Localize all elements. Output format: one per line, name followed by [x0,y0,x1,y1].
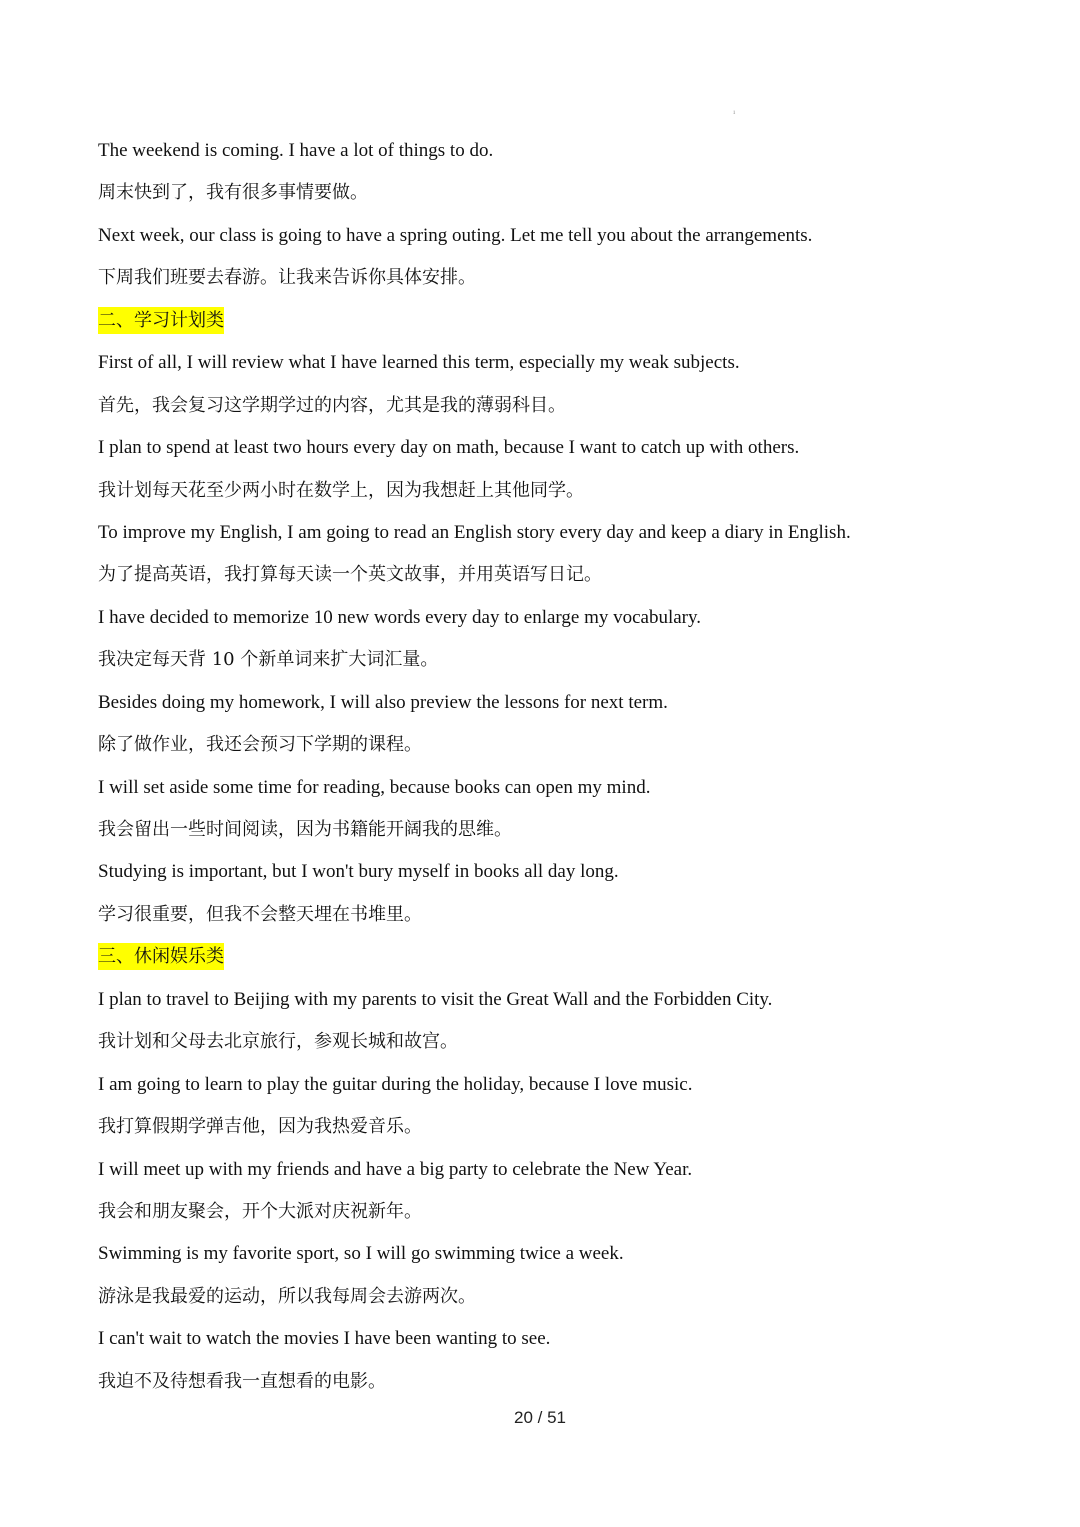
section-heading-leisure [98,936,998,978]
sentence-zh: 学习很重要，但我不会整天埋在书堆里。 [98,903,422,925]
sentence-zh: 除了做作业，我还会预习下学期的课程。 [98,734,422,756]
sentence-en: Swimming is my favorite sport, so I will go swimming twice a week. [98,1243,624,1265]
page-number: 20 / 51 [514,1408,566,1427]
sentence-en: I am going to learn to play the guitar during the holiday, because I love music. [98,1073,693,1095]
sentence-en: The weekend is coming. I have a lot of things to do. [98,140,494,161]
sentence-zh: 我打算假期学弹吉他，因为我热爱音乐。 [98,1116,422,1138]
sentence-zh: 我决定每天背 10 个新单词来扩大词汇量。 [98,649,439,671]
sentence-zh: 我迫不及待想看我一直想看的电影。 [98,1370,386,1392]
sentence-en: I have decided to memorize 10 new words every day to enlarge my vocabulary. [98,606,702,628]
sentence-zh: 我会留出一些时间阅读，因为书籍能开阔我的思维。 [98,819,512,840]
sentence-en: Next week, our class is going to have a spring outing. Let me tell you about the arrangements. [98,224,813,246]
sentence-en: I can't wait to watch the movies I have been wanting to see. [98,1328,551,1350]
sentence-en: I will set aside some time for reading, because books can open my mind. [98,776,651,798]
sentence-zh: 我计划和父母去北京旅行，参观长城和故宫。 [98,1031,458,1053]
sentence-zh: 我计划每天花至少两小时在数学上，因为我想赶上其他同学。 [98,479,584,501]
sentence-zh: 下周我们班要去春游。让我来告诉你具体安排。 [98,267,476,289]
page-content [98,130,998,1403]
sentence-en: I plan to travel to Beijing with my parents to visit the Great Wall and the Forbidden City. [98,988,773,1010]
sentence-zh: 周末快到了，我有很多事情要做。 [98,182,368,204]
sentence-zh: 游泳是我最爱的运动，所以我每周会去游两次。 [98,1285,476,1307]
section-heading-study-plan [98,300,998,342]
highlighted-heading-text: 二、学习计划类 [98,307,224,334]
highlighted-heading-text: 三、休闲娱乐类 [98,943,224,970]
sentence-en: I will meet up with my friends and have a big party to celebrate the New Year. [98,1158,693,1180]
sentence-zh: 为了提高英语，我打算每天读一个英文故事，并用英语写日记。 [98,564,602,586]
sentence-en: To improve my English, I am going to read an English story every day and keep a diary in English. [98,521,851,543]
sentence-zh: 我会和朋友聚会，开个大派对庆祝新年。 [98,1200,422,1222]
sentence-en: Studying is important, but I won't bury myself in books all day long. [98,861,619,883]
corner-mark: ¹ [733,109,736,118]
sentence-en: Besides doing my homework, I will also preview the lessons for next term. [98,691,668,713]
sentence-zh: 首先，我会复习这学期学过的内容，尤其是我的薄弱科目。 [98,394,566,416]
sentence-en: First of all, I will review what I have learned this term, especially my weak subjects. [98,352,740,374]
sentence-en: I plan to spend at least two hours every day on math, because I want to catch up with others. [98,437,800,459]
